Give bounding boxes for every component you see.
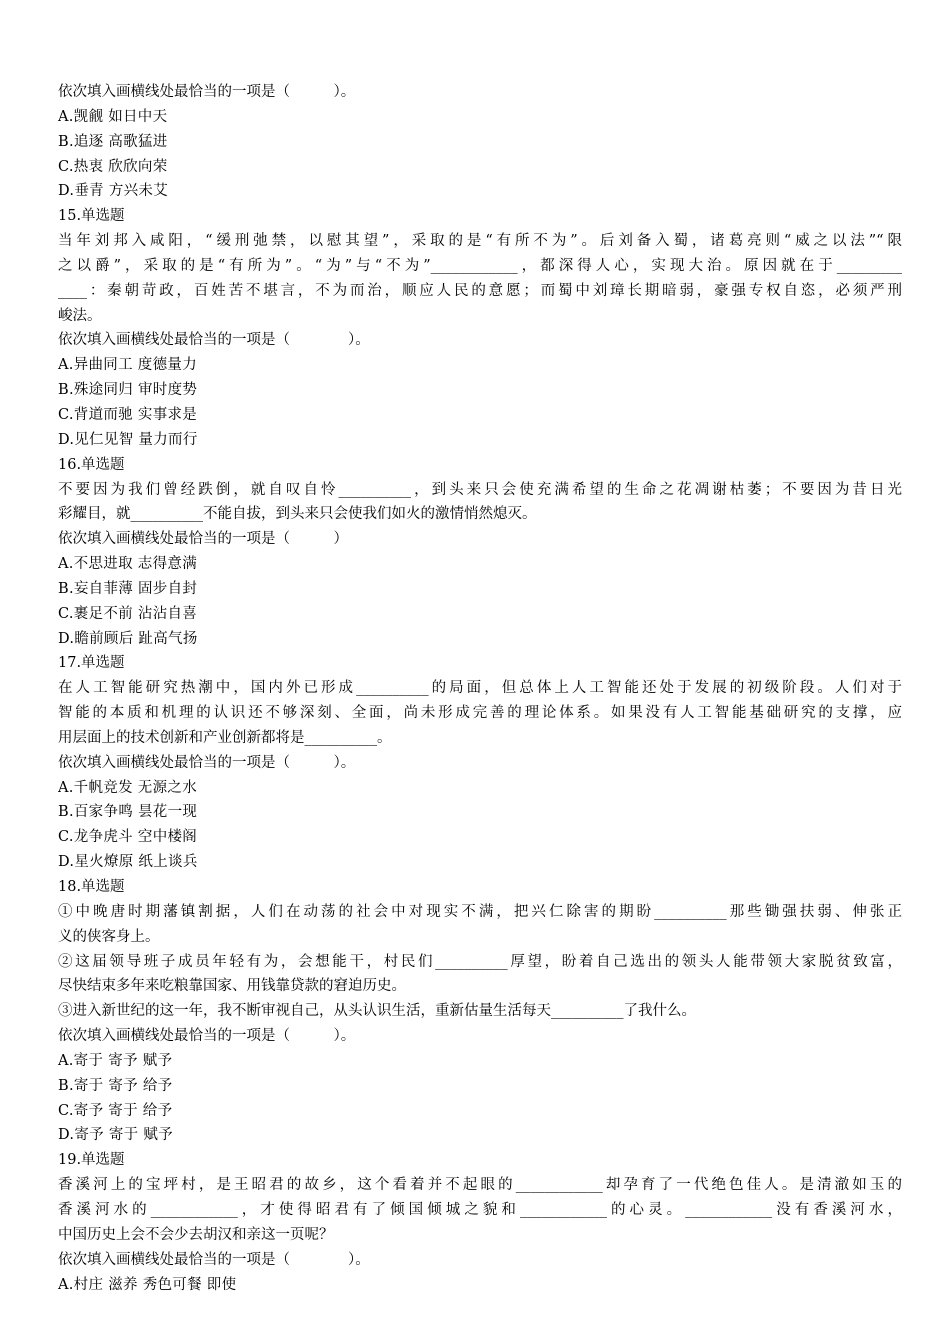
question-stem-line: 香溪河水的____________，才使得昭君有了倾国倾城之貌和____________的心灵。____________没有香溪河水， bbox=[58, 1201, 902, 1218]
question-stem-line: ③进入新世纪的这一年，我不断审视自己，从头认识生活，重新估量生活每天__________了我什么。 bbox=[58, 1003, 696, 1020]
question-prompt: 依次填入画横线处最恰当的一项是（ ）。 bbox=[58, 332, 370, 349]
question-stem-line: 不要因为我们曾经跌倒，就自叹自怜__________，到头来只会使充满希望的生命之花凋谢枯萎；不要因为昔日光 bbox=[58, 481, 902, 498]
option-b: B.寄于 寄予 给予 bbox=[58, 1077, 173, 1094]
option-a: A.寄于 寄予 赋予 bbox=[58, 1052, 173, 1069]
option-d: D.瞻前顾后 趾高气扬 bbox=[58, 630, 198, 647]
option-a: A.异曲同工 度德量力 bbox=[58, 357, 197, 374]
question-stem-line: ②这届领导班子成员年轻有为，会想能干，村民们__________厚望，盼着自己选出的领头人能带领大家脱贫致富， bbox=[58, 953, 902, 970]
option-d: D.见仁见智 量力而行 bbox=[58, 431, 198, 448]
question-prompt: 依次填入画横线处最恰当的一项是（ ）。 bbox=[58, 84, 356, 100]
document-page bbox=[58, 80, 902, 1297]
question-title: 15.单选题 bbox=[58, 208, 125, 225]
question-stem-line: 尽快结束多年来吃粮靠国家、用钱靠贷款的窘迫历史。 bbox=[58, 978, 406, 995]
question-stem-line: 义的侠客身上。 bbox=[58, 928, 160, 945]
question-stem-line: 智能的本质和机理的认识还不够深刻、全面，尚未形成完善的理论体系。如果没有人工智能基础研究的支撑，应 bbox=[58, 705, 902, 722]
option-a: A.千帆竞发 无源之水 bbox=[58, 779, 197, 796]
option-d: D.寄予 寄于 赋予 bbox=[58, 1127, 173, 1144]
question-stem-line: 在人工智能研究热潮中，国内外已形成__________的局面，但总体上人工智能还处于发展的初级阶段。人们对于 bbox=[58, 680, 902, 697]
question-stem-line: 当年刘邦入咸阳，“缓刑弛禁，以慰其望”，采取的是“有所不为”。后刘备入蜀，诸葛亮则“威之以法”“限 bbox=[58, 233, 902, 250]
question-stem-line: ①中晚唐时期藩镇割据，人们在动荡的社会中对现实不满，把兴仁除害的期盼__________那些锄强扶弱、伸张正 bbox=[58, 903, 902, 920]
question-prompt: 依次填入画横线处最恰当的一项是（ ）。 bbox=[58, 1251, 370, 1268]
question-stem-line: 用层面上的技术创新和产业创新都将是__________。 bbox=[58, 729, 392, 746]
option-a: A.不思进取 志得意满 bbox=[58, 556, 197, 573]
question-stem-line: ____：秦朝苛政，百姓苦不堪言，不为而治，顺应人民的意愿；而蜀中刘璋长期暗弱，豪强专权自恣，必须严刑 bbox=[58, 282, 902, 299]
option-b: B.百家争鸣 昙花一现 bbox=[58, 804, 198, 821]
option-b: B.殊途同归 审时度势 bbox=[58, 382, 198, 399]
option-a: A.觊觎 如日中天 bbox=[58, 108, 168, 125]
question-title: 16.单选题 bbox=[58, 456, 125, 473]
question-stem-line: 之以爵”，采取的是“有所为”。“为”与“不为”____________，都深得人心，实现大治。原因就在于_________ bbox=[58, 257, 902, 274]
question-title: 18.单选题 bbox=[58, 879, 125, 895]
option-c: C.龙争虎斗 空中楼阁 bbox=[58, 829, 198, 846]
option-b: B.追逐 高歌猛进 bbox=[58, 133, 168, 150]
option-c: C.寄予 寄于 给予 bbox=[58, 1102, 173, 1119]
question-stem-line: 中国历史上会不会少去胡汉和亲这一页呢？ bbox=[58, 1226, 334, 1243]
question-stem-line: 峻法。 bbox=[58, 307, 102, 324]
option-c: C.背道而驰 实事求是 bbox=[58, 406, 198, 423]
question-prompt: 依次填入画横线处最恰当的一项是（ ） bbox=[58, 531, 348, 548]
option-c: C.裹足不前 沾沾自喜 bbox=[58, 605, 198, 622]
question-prompt: 依次填入画横线处最恰当的一项是（ ）。 bbox=[58, 754, 356, 771]
option-d: D.星火燎原 纸上谈兵 bbox=[58, 854, 198, 871]
option-c: C.热衷 欣欣向荣 bbox=[58, 158, 168, 175]
question-prompt: 依次填入画横线处最恰当的一项是（ ）。 bbox=[58, 1028, 356, 1045]
option-d: D.垂青 方兴未艾 bbox=[58, 183, 169, 200]
option-a: A.村庄 滋养 秀色可餐 即使 bbox=[58, 1276, 237, 1293]
question-stem-line: 香溪河上的宝坪村，是王昭君的故乡，这个看着并不起眼的____________却孕育了一代绝色佳人。是清澈如玉的 bbox=[58, 1177, 902, 1194]
question-title: 19.单选题 bbox=[58, 1152, 125, 1169]
question-title: 17.单选题 bbox=[58, 655, 125, 672]
question-stem-line: 彩耀目，就__________不能自拔，到头来只会使我们如火的激情悄然熄灭。 bbox=[58, 506, 537, 523]
option-b: B.妄自菲薄 固步自封 bbox=[58, 580, 198, 597]
